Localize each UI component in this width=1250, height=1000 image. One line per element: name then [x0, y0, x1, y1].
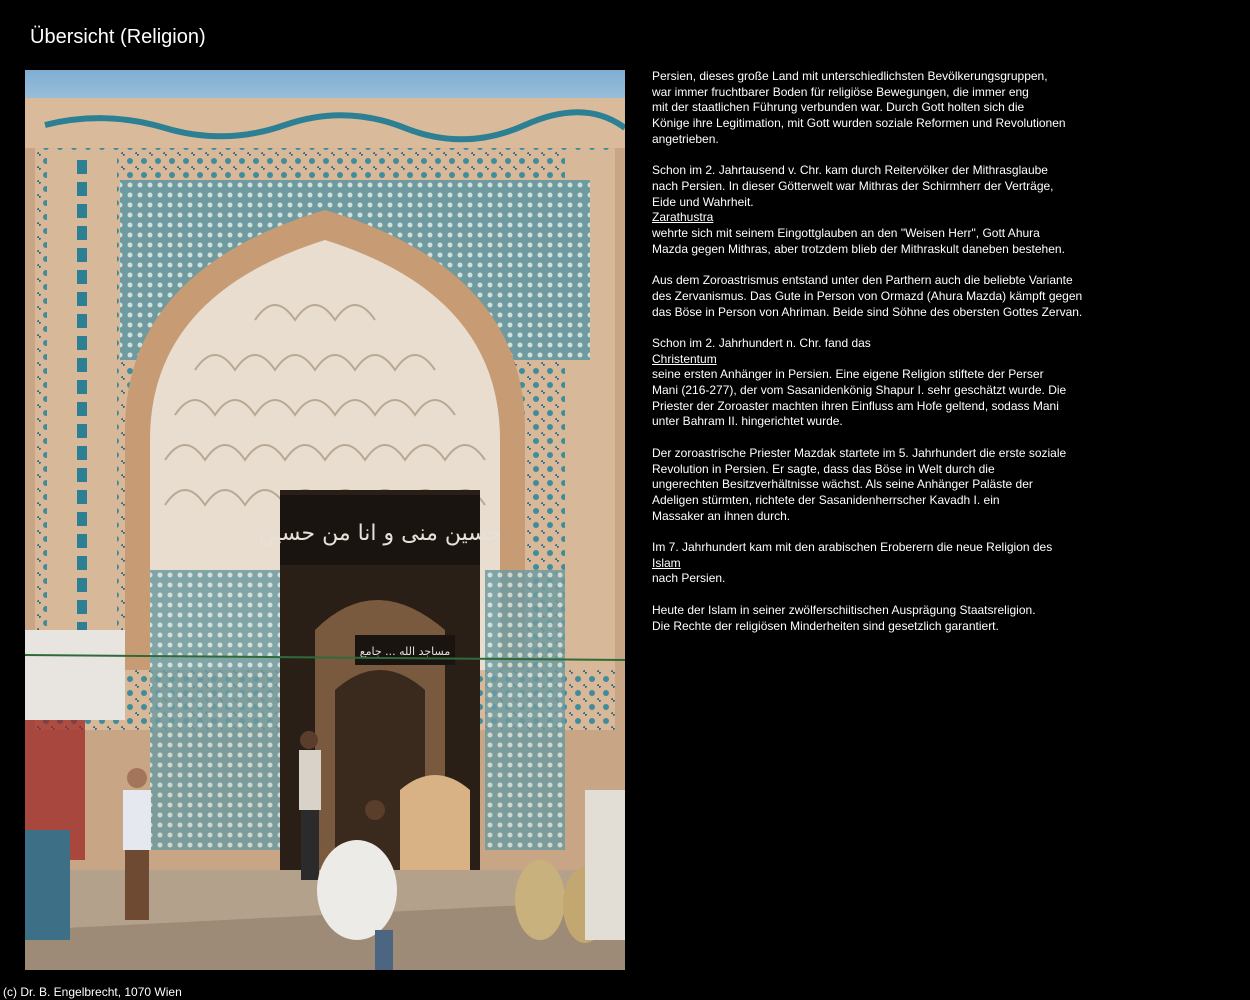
paragraph-4: Schon im 2. Jahrhundert n. Chr. fand das Christentum seine ersten Anhänger in Persien. Eine eigene Religion stiftete der Perser Mani (216-277), der vom Sasanidenkönig Shapur I. sehr geschätzt wurde. Die Priester der Zoroaster machten ihren Einfluss am Hofe geltend, sodass Mani unter Bahram II. hingerichtet wurde. — [652, 336, 1102, 430]
banner-arabic-text: حسین منی و انا من حسین — [258, 521, 502, 546]
paragraph-5: Der zoroastrische Priester Mazdak startete im 5. Jahrhundert die erste soziale Revolution in Persien. Er sagte, dass das Böse in Welt durch die ungerechten Besitzverhältnisse wächst. Als seine Anhänger Paläste der Adeligen stürmten, richtete der Sasanidenherrscher Kavadh I. ein Massaker an ihnen durch. — [652, 445, 1067, 523]
link-islam[interactable]: Islam — [652, 555, 681, 570]
copyright-footer: (c) Dr. B. Engelbrecht, 1070 Wien — [3, 985, 182, 999]
paragraph-3: Aus dem Zoroastrismus entstand unter den Parthern auch die beliebte Variante des Zervanismus. Das Gute in Person von Ormazd (Ahura Mazda) kämpft gegen das Böse in Person von Ahriman. Beide sind Söhne des obersten Gottes Zervan. — [652, 273, 1083, 319]
link-christentum[interactable]: Christentum — [652, 351, 717, 366]
paragraph-1: Persien, dieses große Land mit unterschiedlichsten Bevölkerungsgruppen, war immer fruchtbarer Boden für religiöse Bewegungen, die immer eng mit der staatlichen Führung verbunden war. Durch Gott holten sich die Könige ihre Legitimation, mit Gott wurden soziale Reformen und Revolutionen angetrieben. — [652, 69, 1066, 146]
paragraph-7: Heute der Islam in seiner zwölferschiitischen Ausprägung Staatsreligion. Die Rechte der religiösen Minderheiten sind gesetzlich garantiert. — [652, 602, 1036, 633]
page-title: Übersicht (Religion) — [30, 26, 206, 48]
link-zarathustra[interactable]: Zarathustra — [652, 210, 714, 225]
paragraph-2: Schon im 2. Jahrtausend v. Chr. kam durch Reitervölker der Mithrasglaube nach Persien. In dieser Götterwelt war Mithras der Schirmherr der Verträge, Eide und Wahrheit. Zarathustra wehrte sich mit seinem Eingottglauben an den "Weisen Herr", Gott Ahura Mazda gegen Mithras, aber trotzdem blieb der Mithraskult daneben bestehen. — [652, 163, 1102, 257]
mosque-portal-illustration — [25, 70, 625, 970]
article-text — [652, 69, 1102, 650]
mosque-portal-photo[interactable] — [25, 70, 625, 970]
sign-arabic-text: مساجد الله ... جامع — [359, 645, 451, 658]
paragraph-6: Im 7. Jahrhundert kam mit den arabischen Eroberern die neue Religion des Islam nach Persien. — [652, 540, 1102, 587]
